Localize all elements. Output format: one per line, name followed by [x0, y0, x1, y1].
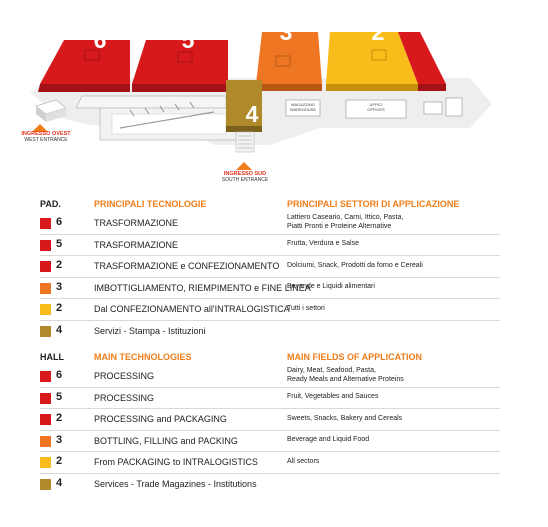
color-swatch [40, 218, 51, 229]
color-swatch [40, 479, 51, 490]
legend-row [40, 452, 500, 474]
south-entrance-label [205, 172, 285, 183]
pavilion-4-number: 4 [245, 101, 259, 127]
header-sectors: PRINCIPALI SETTORI DI APPLICAZIONE [287, 199, 460, 209]
header-tech: PRINCIPALI TECNOLOGIE [94, 199, 207, 209]
sectors-label: All sectors [287, 457, 320, 465]
pavilion-5-number: 5 [181, 27, 195, 53]
pavilion-6-block[interactable] [38, 40, 130, 92]
pavilion-2-block[interactable] [326, 32, 446, 91]
technology-label: Dal CONFEZIONAMENTO all'INTRALOGISTICA [94, 304, 290, 314]
technology-label: IMBOTTIGLIAMENTO, RIEMPIMENTO e FINE LINEA [94, 282, 311, 293]
technology-label: Servizi - Stampa - Istituzioni [94, 325, 206, 336]
pavilion-5-block[interactable] [132, 40, 228, 92]
gallery-building [76, 96, 236, 140]
color-swatch [40, 436, 51, 447]
color-swatch [40, 457, 51, 468]
sectors-label [287, 321, 502, 341]
pavilion-number: 4 [56, 323, 63, 336]
legend-row [40, 213, 500, 235]
sectors-label: Dairy, Meat, Seafood, Pasta, Ready Meals and Alternative Proteins [287, 367, 404, 383]
color-swatch [40, 261, 51, 272]
pavilion-number: 6 [56, 216, 63, 228]
sectors-label [287, 474, 502, 494]
color-swatch [40, 371, 51, 382]
pavilion-number: 5 [56, 390, 63, 403]
south-entrance-title: INGRESSO SUD [223, 171, 267, 177]
west-entrance-label [6, 132, 86, 143]
sectors-label: Lattiero Caseario, Carni, Ittico, Pasta, Piatti Pronti e Proteine Alternative [287, 214, 404, 230]
west-entrance-title: INGRESSO OVEST [21, 131, 71, 137]
technology-label: PROCESSING [94, 392, 155, 403]
color-swatch [40, 304, 51, 315]
header-main-tech: MAIN TECHNOLOGIES [94, 352, 192, 362]
color-swatch [40, 393, 51, 404]
legend-row [40, 256, 500, 278]
legend-row [40, 388, 500, 410]
header-pad: PAD. [40, 199, 61, 209]
technology-label: From PACKAGING to INTRALOGISTICS [94, 457, 258, 467]
technology-label: PROCESSING and PACKAGING [94, 414, 227, 424]
legend-table-en [40, 352, 500, 494]
pavilion-number: 3 [56, 433, 63, 446]
offices-label: UFFICI OFFICES [367, 102, 385, 112]
legend-row [40, 235, 500, 257]
technology-label: PROCESSING [94, 371, 155, 381]
legend-row [40, 409, 500, 431]
color-swatch [40, 414, 51, 425]
south-entrance-subtitle: SOUTH ENTRANCE [221, 176, 269, 183]
sectors-label: Dolciumi, Snack, Prodotti da forno e Cereali [287, 261, 423, 269]
legend-row [40, 474, 500, 495]
warehouse-label: MAGAZZINO WAREHOUSE [289, 102, 317, 112]
color-swatch [40, 240, 51, 251]
pavilion-number: 2 [56, 412, 63, 424]
sectors-label: Fruit, Vegetables and Sauces [287, 393, 379, 401]
header-hall: HALL [40, 352, 64, 362]
pavilion-6-number: 6 [93, 27, 107, 53]
header-main-fields: MAIN FIELDS OF APPLICATION [287, 352, 422, 362]
sectors-label: Frutta, Verdura e Salse [287, 240, 359, 248]
south-entrance-arrow-icon [236, 162, 252, 170]
legend-row [40, 299, 500, 321]
pavilion-number: 4 [56, 476, 63, 489]
legend-row [40, 431, 500, 453]
technology-label: TRASFORMAZIONE [94, 218, 179, 228]
pavilion-number: 2 [56, 259, 63, 271]
pavilion-number: 3 [56, 280, 63, 293]
color-swatch [40, 326, 51, 337]
pavilion-3-number: 3 [279, 19, 293, 45]
technology-label: Services - Trade Magazines - Institutions [94, 478, 257, 489]
legend-table-it [40, 199, 500, 341]
sectors-label: Tutti i settori [287, 304, 325, 312]
sectors-label: Beverage and Liquid Food [287, 436, 370, 444]
legend-row [40, 366, 500, 388]
technology-label: BOTTLING, FILLING and PACKING [94, 435, 238, 446]
technology-label: TRASFORMAZIONE [94, 239, 179, 250]
color-swatch [40, 283, 51, 294]
legend-row [40, 278, 500, 300]
pavilion-number: 6 [56, 369, 63, 381]
pavilion-2-number: 2 [371, 19, 385, 45]
legend-header-it [40, 199, 500, 213]
pavilion-number: 2 [56, 455, 63, 467]
pavilion-number: 2 [56, 302, 63, 314]
technology-label: TRASFORMAZIONE e CONFEZIONAMENTO [94, 261, 280, 271]
legend-row [40, 321, 500, 342]
legend-header-en [40, 352, 500, 366]
sectors-label: Bevande e Liquidi alimentari [287, 283, 375, 291]
sectors-label: Sweets, Snacks, Bakery and Cereals [287, 414, 403, 422]
fair-map [0, 0, 548, 190]
west-entrance-subtitle: WEST ENTRANCE [24, 136, 68, 143]
pavilion-number: 5 [56, 237, 63, 250]
